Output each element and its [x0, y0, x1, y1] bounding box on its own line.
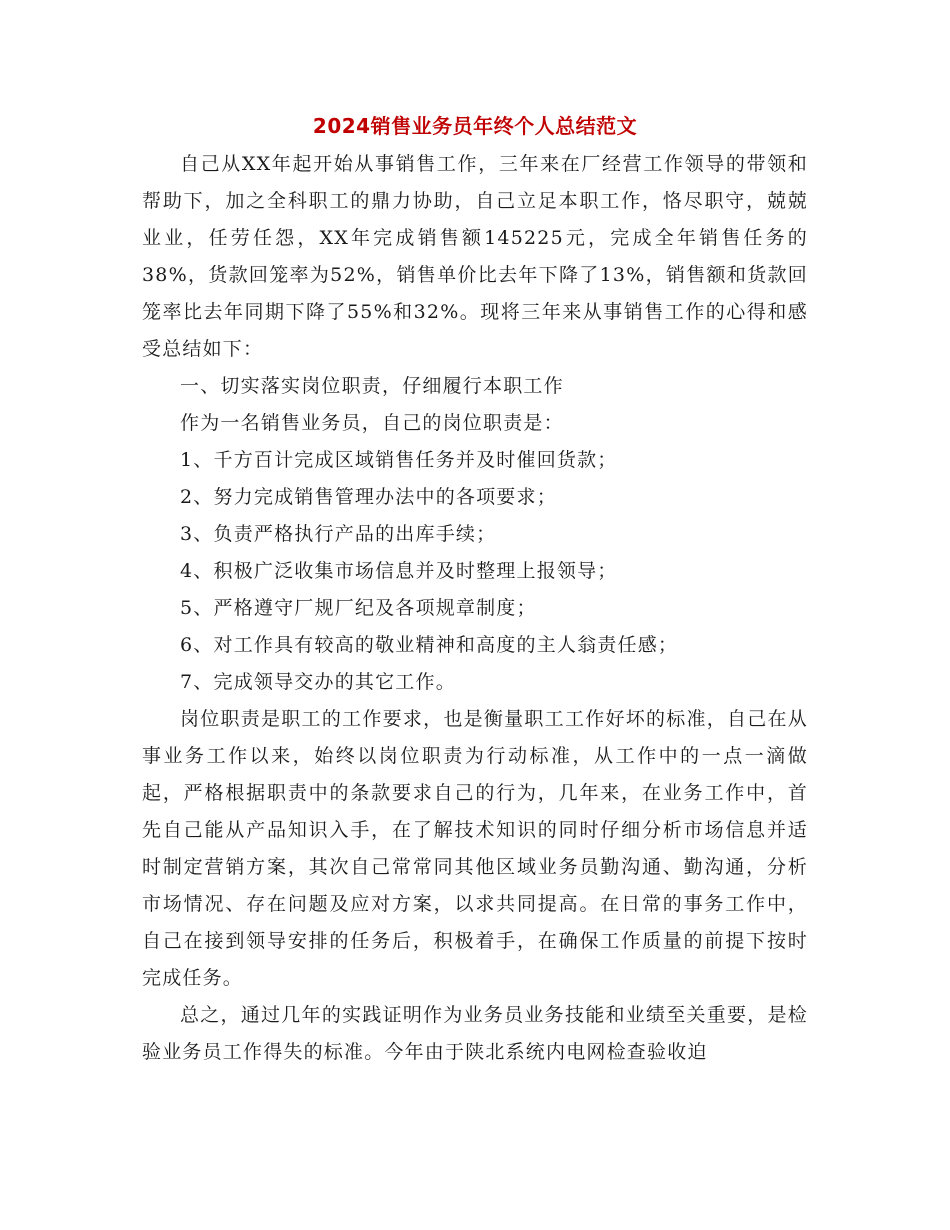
list-item-duty-6: 6、对工作具有较高的敬业精神和高度的主人翁责任感； [180, 634, 679, 656]
list-item-duty-7: 7、完成领导交办的其它工作。 [180, 671, 456, 693]
list-item-duty-3: 3、负责严格执行产品的出库手续； [180, 523, 497, 545]
list-item-duty-1: 1、千方百计完成区域销售任务并及时催回货款； [180, 449, 618, 471]
section-heading-1: 一、切实落实岗位职责，仔细履行本职工作 [180, 375, 564, 397]
document-title: 2024销售业务员年终个人总结范文 [312, 114, 638, 138]
paragraph-intro: 自己从XX年起开始从事销售工作，三年来在厂经营工作领导的带领和帮助下，加之全科职工的鼎力协助，自己立足本职工作，恪尽职守，兢兢业业，任劳任怨，XX年完成销售额145225元，完成全年销售任务的38%，货款回笼率为52%，销售单价比去年下降了13%，销售额和货款回笼率比去年同期下降了55%和32%。现将三年来从事销售工作的心得和感受总结如下： [142, 153, 808, 360]
list-item-duty-4: 4、积极广泛收集市场信息并及时整理上报领导； [180, 560, 618, 582]
paragraph-duties-discussion: 岗位职责是职工的工作要求，也是衡量职工工作好坏的标准，自己在从事业务工作以来，始终以岗位职责为行动标准，从工作中的一点一滴做起，严格根据职责中的条款要求自己的行为，几年来，在业务工作中，首先自己能从产品知识入手，在了解技术知识的同时仔细分析市场信息并适时制定营销方案，其次自己常常同其他区域业务员勤沟通、勤沟通，分析市场情况、存在问题及应对方案，以求共同提高。在日常的事务工作中，自己在接到领导安排的任务后，积极着手，在确保工作质量的前提下按时完成任务。 [142, 708, 808, 989]
paragraph-summary: 总之，通过几年的实践证明作为业务员业务技能和业绩至关重要，是检验业务员工作得失的标准。今年由于陕北系统内电网检查验收迫 [142, 1004, 808, 1063]
list-item-duty-5: 5、严格遵守厂规厂纪及各项规章制度； [180, 597, 537, 619]
paragraph-duties-lead: 作为一名销售业务员，自己的岗位职责是： [180, 412, 564, 434]
list-item-duty-2: 2、努力完成销售管理办法中的各项要求； [180, 486, 557, 508]
document-body [142, 146, 808, 1071]
